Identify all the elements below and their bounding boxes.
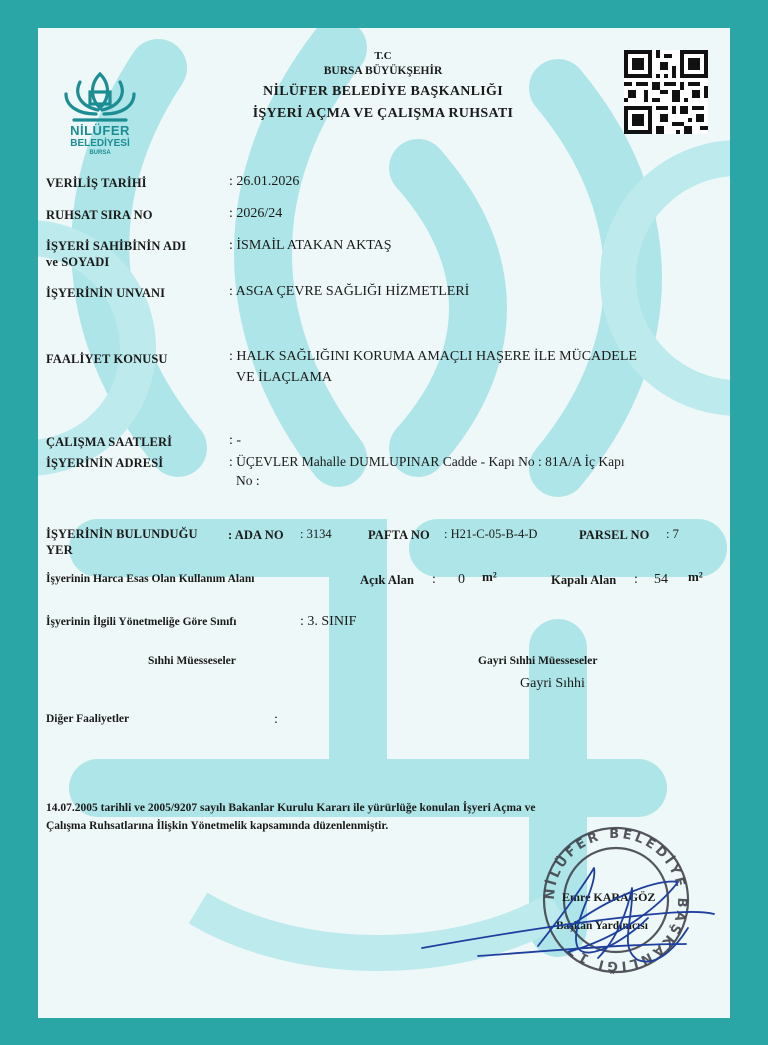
parsel-no-value: : 7 bbox=[666, 527, 679, 541]
closed-area-label: Kapalı Alan bbox=[551, 573, 617, 587]
closed-area-colon: : bbox=[634, 572, 638, 587]
activity-value-line2: VE İLAÇLAMA bbox=[236, 370, 333, 385]
work-hours-value: : - bbox=[229, 433, 242, 448]
closed-area-unit: m² bbox=[688, 569, 703, 584]
permit-no-label: RUHSAT SIRA NO bbox=[46, 208, 153, 222]
issue-date-label: VERİLİŞ TARİHİ bbox=[46, 176, 147, 190]
open-area-value: 0 bbox=[458, 572, 465, 587]
closed-area-value: 54 bbox=[654, 572, 668, 587]
owner-label-line2: ve SOYADI bbox=[46, 255, 110, 269]
open-area-colon: : bbox=[432, 572, 436, 587]
stamp-text: NİLÜFER BELEDİYE BAŞKANLIĞI 17 bbox=[542, 826, 690, 974]
location-label-line1: İŞYERİNİN BULUNDUĞU bbox=[46, 527, 198, 541]
handwritten-signature bbox=[418, 848, 718, 988]
owner-value: : İSMAİL ATAKAN AKTAŞ bbox=[229, 238, 392, 253]
trade-name-label: İŞYERİNİN UNVANI bbox=[46, 286, 166, 300]
signatory-title: Başkan Yardımcısı bbox=[556, 920, 648, 932]
document-title: İŞYERİ AÇMA VE ÇALIŞMA RUHSATI bbox=[252, 106, 514, 121]
open-area-label: Açık Alan bbox=[360, 573, 415, 587]
permit-document bbox=[38, 28, 730, 1018]
work-hours-label: ÇALIŞMA SAATLERİ bbox=[46, 435, 173, 449]
location-label-line2: YER bbox=[46, 543, 73, 557]
address-label: İŞYERİNİN ADRESİ bbox=[46, 456, 164, 470]
logo-name-line1: NİLÜFER bbox=[70, 123, 130, 138]
class-value: : 3. SINIF bbox=[300, 614, 357, 629]
permit-no-value: : 2026/24 bbox=[229, 206, 283, 221]
legal-note-line2: Çalışma Ruhsatlarına İlişkin Yönetmelik kapsamında düzenlenmiştir. bbox=[46, 820, 389, 832]
trade-name-value: : ASGA ÇEVRE SAĞLIĞI HİZMETLERİ bbox=[229, 284, 470, 299]
activity-value-line1: : HALK SAĞLIĞINI KORUMA AMAÇLI HAŞERE İLE MÜCADELE bbox=[229, 349, 637, 364]
header-metropolitan: BURSA BÜYÜKŞEHİR bbox=[323, 65, 443, 77]
class-label: İşyerinin İlgili Yönetmeliğe Göre Sınıfı bbox=[46, 616, 237, 628]
sanitary-label: Sıhhi Müesseseler bbox=[148, 655, 236, 667]
header-tc: T.C bbox=[374, 50, 392, 62]
issue-date-value: : 26.01.2026 bbox=[229, 174, 300, 189]
qr-code-icon bbox=[624, 50, 708, 134]
other-activities-label: Diğer Faaliyetler bbox=[46, 713, 130, 725]
usage-area-label: İşyerinin Harca Esas Olan Kullanım Alanı bbox=[46, 573, 255, 585]
non-sanitary-value: Gayri Sıhhi bbox=[520, 676, 585, 691]
open-area-unit: m² bbox=[482, 569, 497, 584]
legal-note-line1: 14.07.2005 tarihli ve 2005/9207 sayılı Bakanlar Kurulu Kararı ile yürürlüğe konulan İşyeri Açma ve bbox=[46, 802, 536, 814]
other-activities-value: : bbox=[274, 712, 278, 727]
ada-no-value: : 3134 bbox=[300, 527, 332, 541]
logo-city: BURSA bbox=[89, 150, 111, 156]
lotus-logo-icon bbox=[60, 68, 140, 124]
pafta-no-label: PAFTA NO bbox=[368, 528, 430, 542]
owner-label-line1: İŞYERİ SAHİBİNİN ADI bbox=[46, 239, 187, 253]
address-value-line2: No : bbox=[236, 473, 260, 488]
non-sanitary-label: Gayri Sıhhi Müesseseler bbox=[478, 655, 598, 667]
parsel-no-label: PARSEL NO bbox=[579, 528, 650, 542]
signatory-name: Emre KARAGÖZ bbox=[562, 890, 656, 904]
header-municipality: NİLÜFER BELEDİYE BAŞKANLIĞI bbox=[263, 84, 503, 99]
activity-label: FAALİYET KONUSU bbox=[46, 352, 168, 366]
logo-name-line2: BELEDİYESİ bbox=[70, 138, 130, 149]
pafta-no-value: : H21-C-05-B-4-D bbox=[444, 527, 538, 541]
ada-no-label: : ADA NO bbox=[228, 528, 284, 542]
address-value-line1: : ÜÇEVLER Mahalle DUMLUPINAR Cadde - Kapı No : 81A/A İç Kapı bbox=[229, 454, 625, 469]
